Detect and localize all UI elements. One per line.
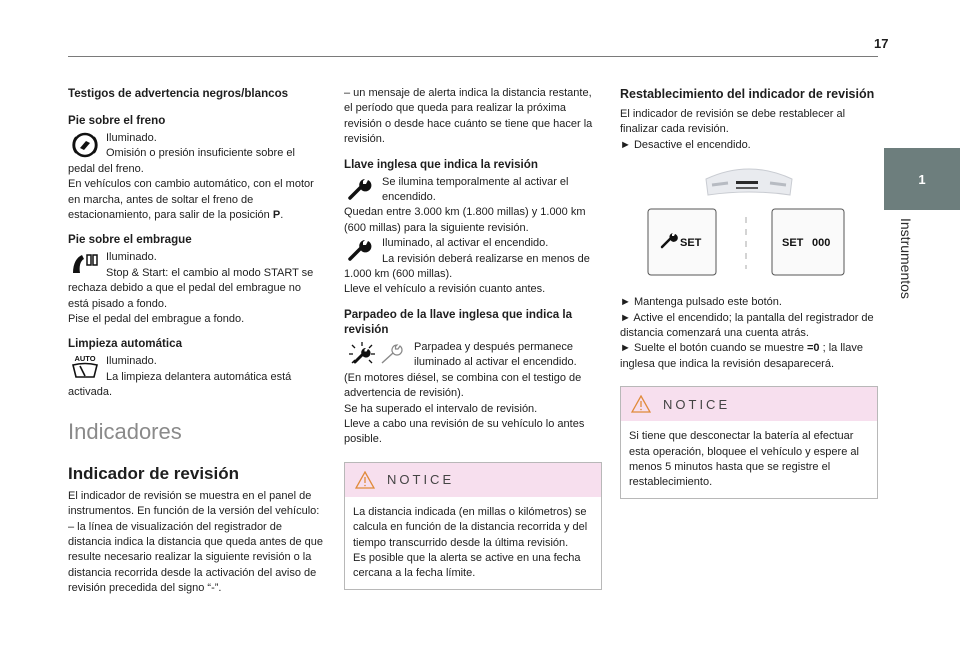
auto-wipe-icon <box>70 353 100 379</box>
blinking-wrench-text-3: Lleve a cabo una revisión de su vehículo lo antes posible. <box>344 417 585 446</box>
chapter-tab[interactable] <box>884 148 960 210</box>
display-set-left: SET <box>680 237 702 250</box>
brake-line-2: Omisión o presión insuficiente sobre el pedal del freno. <box>68 147 295 175</box>
warning-icon <box>355 471 375 489</box>
alert-message-text: – un mensaje de alerta indica la distancia restante, el período que queda para realizar la próxima revisión o desde hace cuánto se tiene que hacer la revisión. <box>344 87 593 146</box>
column-2 <box>344 86 602 590</box>
svg-text:AUTO: AUTO <box>74 354 96 364</box>
notice-box <box>344 462 602 590</box>
display-countdown: 000 <box>812 237 831 250</box>
auto-wipe-line-2: La limpieza delantera automática está activada. <box>68 370 292 399</box>
brake-line-1: Iluminado. <box>106 132 157 144</box>
display-set-right: SET <box>782 237 804 250</box>
clutch-block <box>68 232 324 327</box>
brake-title: Pie sobre el freno <box>68 114 166 127</box>
wrench-icon-2 <box>346 237 376 263</box>
brake-text: En vehículos con cambio automático, con el motor en marcha, antes de soltar el freno de estacionamiento, para salir de la posición P. <box>68 178 314 222</box>
notice-label: NOTICE <box>387 472 455 488</box>
brake-pedal-icon <box>70 132 100 158</box>
wrench-line-1: Se ilumina temporalmente al activar el encendido. <box>382 175 569 204</box>
notice-box-2 <box>620 386 878 499</box>
column-3 <box>620 86 878 499</box>
auto-wipe-title: Limpieza automática <box>68 337 183 351</box>
reset-step-1: ► Desactive el encendido. <box>620 138 751 151</box>
blinking-wrench-title: Parpadeo de la llave inglesa que indica la revisión <box>344 307 573 336</box>
clutch-pedal-icon <box>70 251 100 277</box>
reset-title: Restablecimiento del indicador de revisión <box>620 87 875 101</box>
clutch-title: Pie sobre el embrague <box>68 233 192 247</box>
wrench-line-2b: La revisión deberá realizarse en menos de 1.000 km (600 millas). <box>344 252 590 281</box>
notice-header-2 <box>621 387 877 421</box>
reset-step-4: ► Suelte el botón cuando se muestre =0 ; la llave inglesa que indica la revisión desaparecerá. <box>620 342 863 370</box>
wrench-icon <box>346 176 376 202</box>
notice-text-2: Es posible que la alerta se active en una fecha cercana a la fecha límite. <box>353 551 581 580</box>
blinking-wrench-block <box>344 307 602 448</box>
clutch-text: Pise el pedal del embrague a fondo. <box>68 313 245 326</box>
wrench-title: Llave inglesa que indica la revisión <box>344 157 538 171</box>
blinking-wrench-icon <box>346 341 408 367</box>
brake-block <box>68 113 324 223</box>
chapter-tab-number: 1 <box>918 171 926 187</box>
notice-body <box>345 497 601 589</box>
blinking-wrench-text-2: Se ha superado el intervalo de revisión. <box>344 402 538 415</box>
blinking-wrench-line-1: Parpadea y después permanece iluminado al activar el encendido. <box>414 340 577 369</box>
wrench-text-1: Quedan entre 3.000 km (1.800 millas) y 1.000 km (600 millas) para la siguiente revisión. <box>344 206 586 234</box>
warning-icon-2 <box>631 395 651 413</box>
reset-step-2: ► Mantenga pulsado este botón. <box>620 296 782 309</box>
chapter-label <box>896 218 916 318</box>
service-bullet: – la línea de visualización del registrador de distancia indica la distancia que queda antes de que resulte necesario realizar la siguiente revisión o la distancia recorrida desde la activación del aviso de revisión precedida del signo “-”. <box>68 520 324 595</box>
blinking-wrench-text: (En motores diésel, se combina con el testigo de advertencia de revisión). <box>344 371 582 400</box>
notice-text-3: Si tiene que desconectar la batería al efectuar esta operación, bloquee el vehículo y espere al menos 5 minutos hasta que se registre el restablecimiento. <box>629 430 859 489</box>
auto-wipe-line-1: Iluminado. <box>106 355 157 368</box>
wrench-block <box>344 157 602 298</box>
column-1 <box>68 86 324 597</box>
wrench-line-2: Iluminado, al activar el encendido. <box>382 237 549 250</box>
service-intro: El indicador de revisión se muestra en el panel de instrumentos. En función de la versión del vehículo: <box>68 489 320 518</box>
wrench-text-2: Lleve el vehículo a revisión cuanto antes. <box>344 283 546 296</box>
warning-lights-heading: Testigos de advertencia negros/blancos <box>68 87 289 100</box>
section-title: Indicadores <box>68 418 182 444</box>
notice-label-2: NOTICE <box>663 396 731 412</box>
notice-header <box>345 463 601 497</box>
auto-wipe-block <box>68 336 324 400</box>
instrument-cluster-diagram <box>620 161 878 289</box>
page-number: 17 <box>874 36 889 51</box>
reset-intro: El indicador de revisión se debe restablecer al finalizar cada revisión. <box>620 108 846 136</box>
reset-illustration <box>620 161 878 289</box>
clutch-line-1: Iluminado. <box>106 251 157 264</box>
header-rule <box>68 56 878 57</box>
chapter-label-text: Instrumentos <box>898 218 914 299</box>
reset-step-3: ► Active el encendido; la pantalla del registrador de distancia comenzará una cuenta atrás. <box>620 311 874 340</box>
service-indicator-title: Indicador de revisión <box>68 463 239 483</box>
clutch-line-2: Stop & Start: el cambio al modo START se rechaza debido a que el pedal del embrague no está pisado a fondo. <box>68 266 314 310</box>
notice-body-2 <box>621 421 877 498</box>
notice-text: La distancia indicada (en millas o kilómetros) se calcula en función de la distancia recorrida y del tiempo transcurrido desde la última revisión. <box>353 505 588 549</box>
